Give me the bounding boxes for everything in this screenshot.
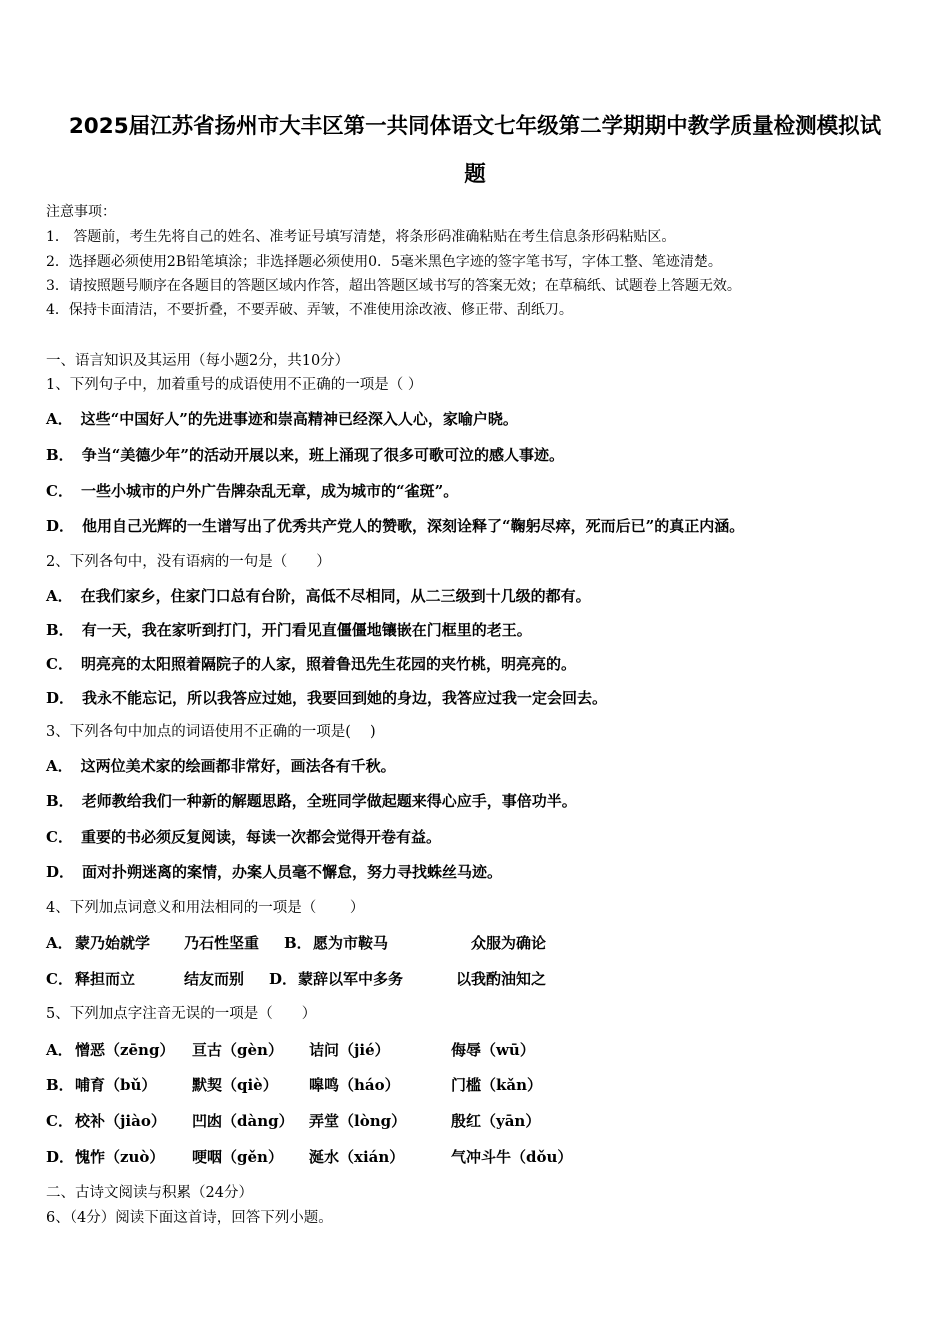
q2-option-d <box>46 687 607 709</box>
q2-option-c <box>46 653 576 675</box>
option-label: C． <box>46 655 73 673</box>
q3-option-c <box>46 826 441 848</box>
option-text: 有一天，我在家听到打门，开门看见直僵僵地镶嵌在门框里的老王。 <box>81 621 532 639</box>
q5-a-label: A． <box>46 1041 73 1059</box>
q6-stem: 6、（4分）阅读下面这首诗，回答下列小题。 <box>46 1210 333 1226</box>
notice-item-2: 2．选择题必须使用2B铅笔填涂；非选择题必须使用0．5毫米黑色字迹的签字笔书写，字体工整、笔迹清楚。 <box>46 254 722 270</box>
q3-option-b <box>46 790 577 812</box>
q3-option-a <box>46 755 396 777</box>
q1-stem: 1、下列句子中，加着重号的成语使用不正确的一项是（ ） <box>46 377 423 393</box>
option-text: 争当“美德少年”的活动开展以来，班上涌现了很多可歌可泣的感人事迹。 <box>81 446 564 464</box>
q5-a-item-1: 憎恶（zēng） <box>75 1041 175 1059</box>
q2-option-b <box>46 619 532 641</box>
q1-option-d <box>46 515 744 537</box>
option-label: A． <box>46 757 73 775</box>
q4-stem: 4、下列加点词意义和用法相同的一项是（ ） <box>46 900 365 916</box>
q4-d-label: D． <box>269 970 298 988</box>
option-text: 重要的书必须反复阅读，每读一次都会觉得开卷有益。 <box>80 828 441 846</box>
option-label: B． <box>46 446 74 464</box>
option-label: B． <box>46 621 74 639</box>
q3-option-d <box>46 861 502 883</box>
q4-b-item-1: 愿为市鞍马 <box>313 934 389 952</box>
section2-heading: 二、古诗文阅读与积累（24分） <box>46 1185 253 1201</box>
notice-item-3: 3．请按照题号顺序在各题目的答题区域内作答，超出答题区域书写的答案无效；在草稿纸、试题卷上答题无效。 <box>46 278 741 294</box>
q5-c-item-3: 弄堂（lòng） <box>309 1112 407 1130</box>
q5-b-item-1: 哺育（bǔ） <box>75 1076 157 1094</box>
exam-title-line2: 题 <box>464 162 486 187</box>
q4-b-label: B． <box>284 934 312 952</box>
q1-option-a <box>46 408 518 430</box>
q5-b-item-2: 默契（qiè） <box>192 1076 278 1094</box>
q4-c-item-2: 结友而别 <box>184 970 245 988</box>
q5-d-item-1: 愧怍（zuò） <box>75 1148 165 1166</box>
q5-b-label: B． <box>46 1076 74 1094</box>
q4-c-item-1: 释担而立 <box>75 970 136 988</box>
q4-a-item-2: 乃石性坚重 <box>184 934 260 952</box>
option-label: C． <box>46 828 73 846</box>
q5-a-item-2: 亘古（gèn） <box>192 1041 283 1059</box>
option-text: 一些小城市的户外广告牌杂乱无章，成为城市的“雀斑”。 <box>80 482 459 500</box>
option-text: 他用自己光辉的一生谱写出了优秀共产党人的赞歌，深刻诠释了“鞠躬尽瘁，死而后已”的真正内涵。 <box>82 517 745 535</box>
q5-c-label: C． <box>46 1112 73 1130</box>
q4-a-label: A． <box>46 934 73 952</box>
option-label: A． <box>46 587 73 605</box>
q5-c-item-2: 凹凼（dàng） <box>192 1112 294 1130</box>
option-label: B． <box>46 792 74 810</box>
option-text: 这两位美术家的绘画都非常好，画法各有千秋。 <box>80 757 396 775</box>
q3-stem: 3、下列各句中加点的词语使用不正确的一项是( ) <box>46 724 376 740</box>
q1-option-b <box>46 444 564 466</box>
option-text: 面对扑朔迷离的案情，办案人员毫不懈怠，努力寻找蛛丝马迹。 <box>82 863 503 881</box>
section1-heading: 一、语言知识及其运用（每小题2分，共10分） <box>46 353 350 369</box>
q5-stem: 5、下列加点字注音无误的一项是（ ） <box>46 1006 317 1022</box>
q5-d-item-4: 气冲斗牛（dǒu） <box>451 1148 573 1166</box>
q5-d-item-3: 涎水（xián） <box>309 1148 405 1166</box>
notice-heading: 注意事项： <box>46 204 116 220</box>
option-text: 明亮亮的太阳照着隔院子的人家，照着鲁迅先生花园的夹竹桃，明亮亮的。 <box>80 655 576 673</box>
q1-option-c <box>46 480 458 502</box>
q2-stem: 2、下列各句中，没有语病的一句是（ ） <box>46 554 331 570</box>
option-label: C． <box>46 482 73 500</box>
option-label: D． <box>46 517 75 535</box>
option-text: 我永不能忘记，所以我答应过她，我要回到她的身边，我答应过我一定会回去。 <box>82 689 608 707</box>
q4-a-item-1: 蒙乃始就学 <box>75 934 151 952</box>
option-text: 在我们家乡，住家门口总有台阶，高低不尽相同，从二三级到十几级的都有。 <box>80 587 591 605</box>
option-label: D． <box>46 689 75 707</box>
q5-b-item-3: 嗥鸣（háo） <box>309 1076 400 1094</box>
q4-c-label: C． <box>46 970 73 988</box>
notice-item-4: 4．保持卡面清洁，不要折叠，不要弄破、弄皱，不准使用涂改液、修正带、刮纸刀。 <box>46 302 573 318</box>
q5-d-item-2: 哽咽（gěn） <box>192 1148 283 1166</box>
exam-title-line1: 2025届江苏省扬州市大丰区第一共同体语文七年级第二学期期中教学质量检测模拟试 <box>68 114 882 139</box>
notice-item-1: 1． 答题前，考生先将自己的姓名、准考证号填写清楚，将条形码准确粘贴在考生信息条形码粘贴区。 <box>46 229 676 245</box>
q5-c-item-4: 殷红（yān） <box>451 1112 541 1130</box>
q4-d-item-1: 蒙辞以军中多务 <box>298 970 404 988</box>
q5-b-item-4: 门槛（kǎn） <box>451 1076 543 1094</box>
q5-c-item-1: 校补（jiào） <box>75 1112 166 1130</box>
q5-d-label: D． <box>46 1148 75 1166</box>
q5-a-item-4: 侮辱（wū） <box>451 1041 535 1059</box>
option-label: A． <box>46 410 73 428</box>
option-text: 这些“中国好人”的先进事迹和崇高精神已经深入人心，家喻户晓。 <box>80 410 518 428</box>
option-text: 老师教给我们一种新的解题思路，全班同学做起题来得心应手，事倍功半。 <box>81 792 577 810</box>
option-label: D． <box>46 863 75 881</box>
q4-b-item-2: 众服为确论 <box>471 934 547 952</box>
q5-a-item-3: 诘问（jié） <box>309 1041 390 1059</box>
q2-option-a <box>46 585 591 607</box>
q4-d-item-2: 以我酌油知之 <box>456 970 547 988</box>
